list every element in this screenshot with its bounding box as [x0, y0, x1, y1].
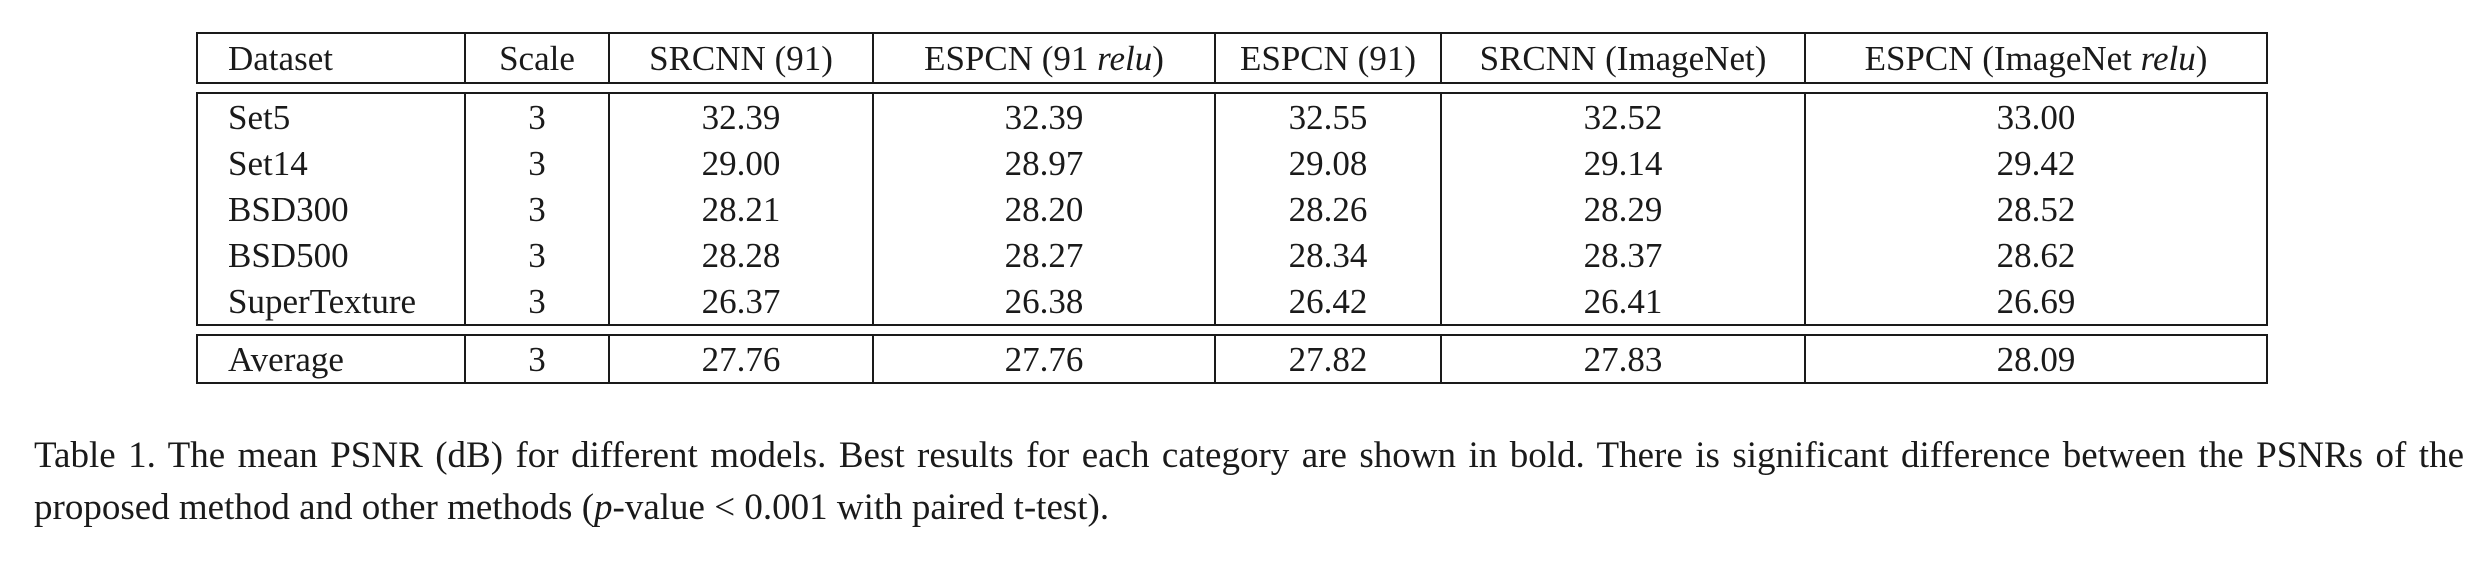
- value-cell: 27.82: [1215, 335, 1441, 383]
- scale-cell: 3: [465, 232, 609, 278]
- table-caption: [34, 430, 2464, 534]
- value-cell: 27.76: [873, 335, 1215, 383]
- best-value-cell: 26.69: [1805, 278, 2267, 325]
- table-row: [197, 93, 2267, 140]
- value-cell: 26.37: [609, 278, 873, 325]
- value-cell: 28.21: [609, 186, 873, 232]
- psnr-results-table: [196, 32, 2268, 384]
- best-value-cell: 29.42: [1805, 140, 2267, 186]
- dataset-cell: Set14: [197, 140, 465, 186]
- column-header-srcnn-91: SRCNN (91): [609, 33, 873, 83]
- value-cell: 28.34: [1215, 232, 1441, 278]
- column-header-dataset: Dataset: [197, 33, 465, 83]
- value-cell: 32.55: [1215, 93, 1441, 140]
- best-value-cell: 28.62: [1805, 232, 2267, 278]
- value-cell: 29.08: [1215, 140, 1441, 186]
- value-cell: 32.52: [1441, 93, 1805, 140]
- table-row: [197, 140, 2267, 186]
- best-value-cell: 33.00: [1805, 93, 2267, 140]
- value-cell: 28.37: [1441, 232, 1805, 278]
- column-header-espcn-imagenet-relu: ESPCN (ImageNet relu): [1805, 33, 2267, 83]
- column-header-srcnn-imagenet: SRCNN (ImageNet): [1441, 33, 1805, 83]
- caption-line-2: between the PSNRs of the proposed method and other methods (p-value < 0.001 with paired t-test).: [34, 435, 2465, 528]
- value-cell: 26.42: [1215, 278, 1441, 325]
- value-cell: 26.41: [1441, 278, 1805, 325]
- value-cell: 26.38: [873, 278, 1215, 325]
- value-cell: 27.83: [1441, 335, 1805, 383]
- value-cell: 32.39: [873, 93, 1215, 140]
- value-cell: 29.00: [609, 140, 873, 186]
- value-cell: 28.26: [1215, 186, 1441, 232]
- dataset-cell: SuperTexture: [197, 278, 465, 325]
- best-value-cell: 28.52: [1805, 186, 2267, 232]
- scale-cell: 3: [465, 140, 609, 186]
- caption-line-1: Table 1. The mean PSNR (dB) for different models. Best results for each category are shown in bold. There is significant difference: [34, 435, 2051, 476]
- dataset-cell: BSD300: [197, 186, 465, 232]
- value-cell: 28.27: [873, 232, 1215, 278]
- dataset-cell: BSD500: [197, 232, 465, 278]
- value-cell: 28.20: [873, 186, 1215, 232]
- scale-cell: 3: [465, 278, 609, 325]
- scale-cell: 3: [465, 335, 609, 383]
- average-row: [197, 335, 2267, 383]
- scale-cell: 3: [465, 93, 609, 140]
- value-cell: 28.97: [873, 140, 1215, 186]
- column-header-scale: Scale: [465, 33, 609, 83]
- column-header-espcn-91: ESPCN (91): [1215, 33, 1441, 83]
- table-header-row: [197, 33, 2267, 83]
- value-cell: 28.29: [1441, 186, 1805, 232]
- table-row: [197, 186, 2267, 232]
- best-value-cell: 28.09: [1805, 335, 2267, 383]
- value-cell: 27.76: [609, 335, 873, 383]
- value-cell: 28.28: [609, 232, 873, 278]
- table-row: [197, 232, 2267, 278]
- table-row: [197, 278, 2267, 325]
- dataset-cell: Average: [197, 335, 465, 383]
- column-header-espcn-91-relu: ESPCN (91 relu): [873, 33, 1215, 83]
- value-cell: 29.14: [1441, 140, 1805, 186]
- value-cell: 32.39: [609, 93, 873, 140]
- dataset-cell: Set5: [197, 93, 465, 140]
- scale-cell: 3: [465, 186, 609, 232]
